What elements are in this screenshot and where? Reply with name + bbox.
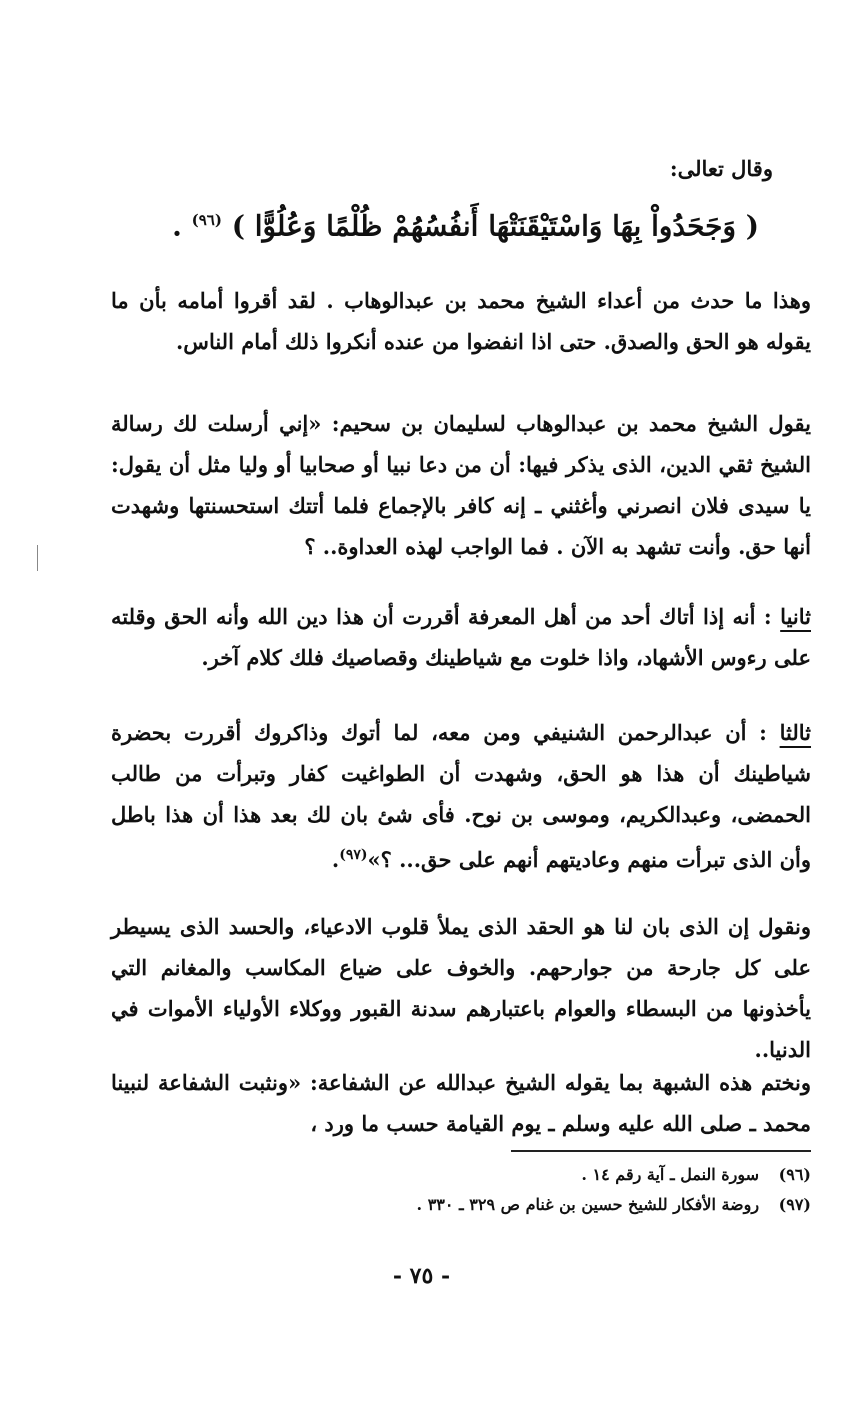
paragraph-3 [111,596,811,678]
paragraph-1: وهذا ما حدث من أعداء الشيخ محمد بن عبدالوهاب . لقد أقروا أمامه بأن ما يقوله هو الحق والصدق. حتى اذا انفضوا من عنده أنكروا ذلك أمام الناس. [111,288,811,354]
verse-text: وَجَحَدُواْ بِهَا وَاسْتَيْقَنَتْهَا أَنفُسُهُمْ ظُلْمًا وَعُلُوًّا [254,209,736,243]
paragraph-3-text: : أنه إذا أتاك أحد من أهل المعرفة أقررت أن هذا دين الله وأنه الحق وقلته على رءوس الأشهاد، واذا خلوت مع شياطينك وقصاصيك فلك كلام آخر. [111,604,811,670]
footnotes [111,1160,811,1220]
paragraph-4-end: . [331,847,340,872]
footnote-97 [111,1190,811,1220]
paragraph-4 [111,712,811,880]
paragraph-4-footnote-ref: (٩٧) [339,847,368,863]
footnote-96 [111,1160,811,1190]
page-number: - ٧٥ - [392,1263,451,1289]
footnote-number: (٩٦) [778,1165,811,1184]
verse-end-period: . [172,209,182,243]
verse-close-paren: ) [231,209,245,243]
intro-line: وقال تعالى: [669,156,773,181]
paragraph-2: يقول الشيخ محمد بن عبدالوهاب لسليمان بن سحيم: «إني أرسلت لك رسالة الشيخ ثقي الدين، الذى يذكر فيها: أن من دعا نبيا أو صحابيا أو وليا مثل أن يقول: يا سيدى فلان انصرني وأغثني ـ إنه كافر بالإجماع فلما أتتك استحسنتها وشهدت أنها حق. وأنت تشهد به الآن . فما الواجب لهذه العداوة.. ؟ [111,411,811,559]
paragraph-4-text: : أن عبدالرحمن الشنيفي ومن معه، لما أتوك وذاكروك أقررت بحضرة شياطينك أن هذا هو الحق، وشهدت أن الطواغيت كفار وتبرأت من طالب الحمضى، وعبدالكريم، وموسى بن نوح. فأى شئ بان لك بعد هذا أن هذا باطل وأن الذى تبرأت منهم وعاديتهم أنهم على حق... ؟» [111,720,811,872]
paragraph-6: ونختم هذه الشبهة بما يقوله الشيخ عبدالله عن الشفاعة: «ونثبت الشفاعة لنبينا محمد ـ صلى الله عليه وسلم ـ يوم القيامة حسب ما ورد ، [111,1070,811,1136]
footnote-text: سورة النمل ـ آية رقم ١٤ . [581,1165,760,1184]
paragraph-4-label: ثالثا [779,720,812,745]
margin-scan-mark [37,545,38,571]
footnote-number: (٩٧) [778,1195,811,1214]
quran-verse [79,196,759,250]
paragraph-5: ونقول إن الذى بان لنا هو الحقد الذى يملأ قلوب الادعياء، والحسد الذى يسيطر على كل جارحة من جوارحهم. والخوف على ضياع المكاسب والمغانم التي يأخذونها من البسطاء والعوام باعتبارهم سدنة القبور ووكلاء الأولياء الأموات في الدنيا.. [111,914,811,1062]
verse-open-paren: ( [745,209,759,243]
footnote-separator [511,1150,811,1152]
verse-footnote-ref: (٩٦) [191,211,222,229]
footnote-text: روضة الأفكار للشيخ حسين بن غنام ص ٣٢٩ ـ ٣٣٠ . [416,1195,760,1214]
paragraph-3-label: ثانيا [780,604,811,629]
